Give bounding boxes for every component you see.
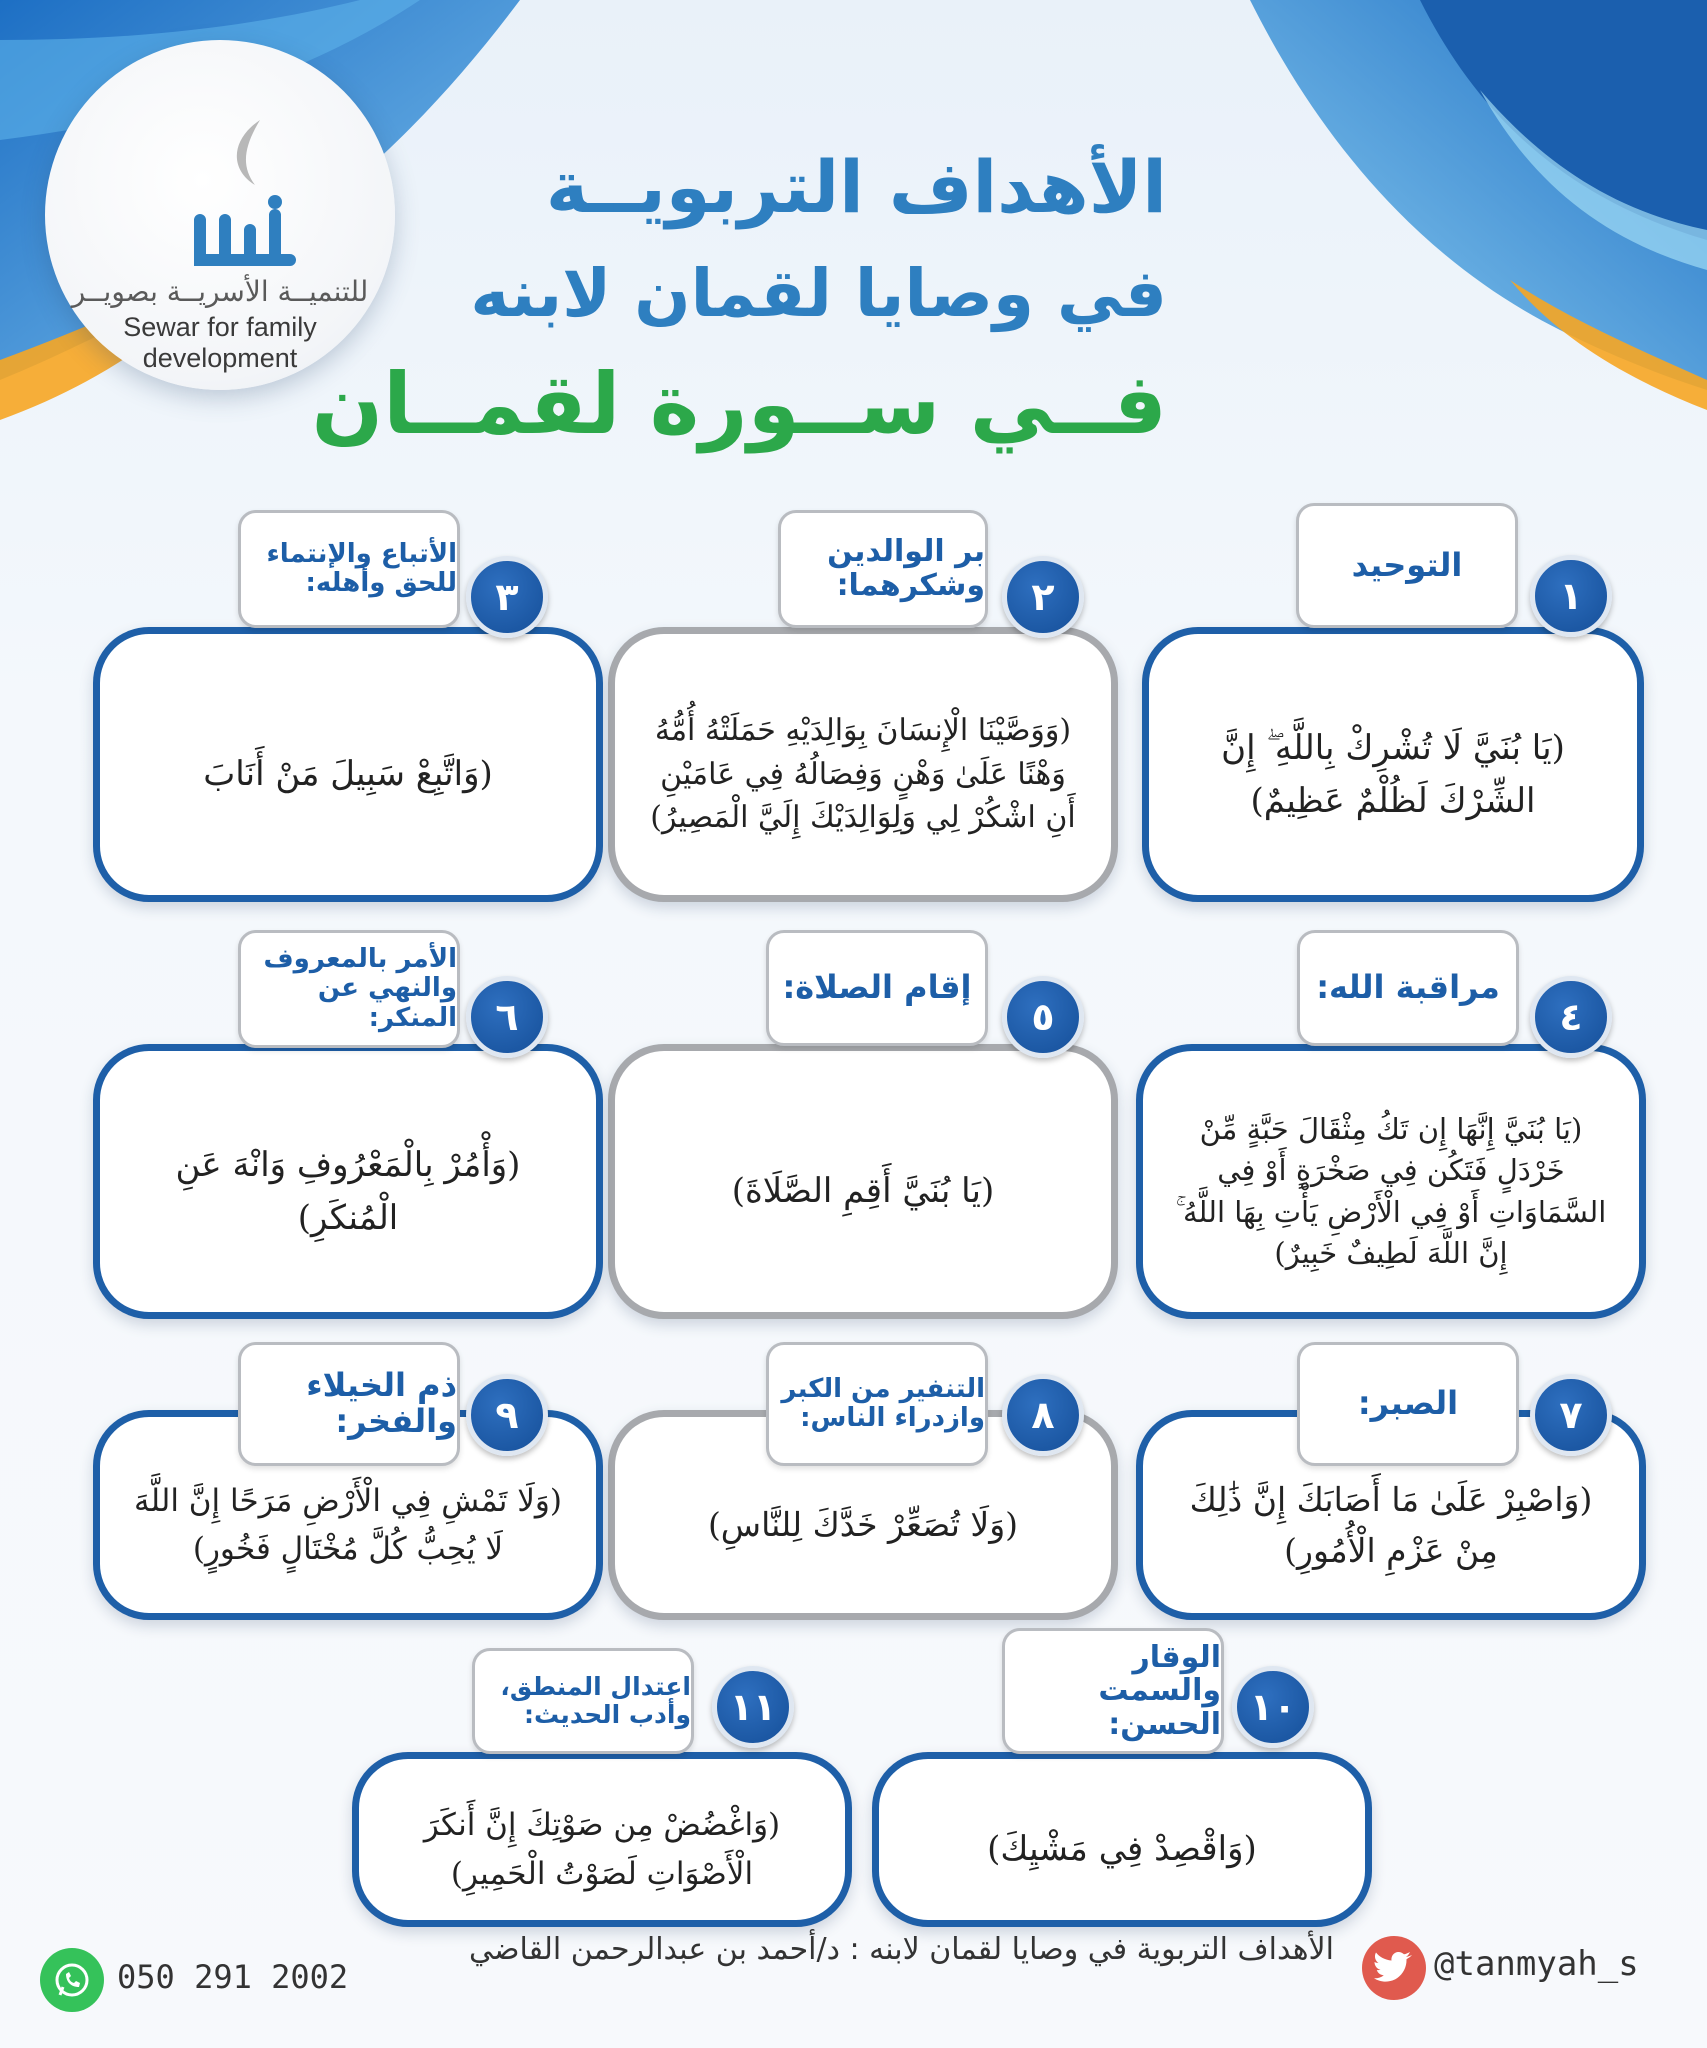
goal-label-tag-8 bbox=[766, 1342, 988, 1466]
title-line-2: في وصايا لقمان لابنه bbox=[470, 255, 1167, 332]
goal-label: اعتدال المنطق، وأدب الحديث: bbox=[500, 1672, 691, 1729]
goal-label: الأمر بالمعروف والنهي عن المنكر: bbox=[263, 944, 457, 1033]
goal-label-tag-6 bbox=[238, 930, 460, 1048]
goal-label: بر الوالدين وشكرهما: bbox=[827, 534, 985, 603]
goal-card-3 bbox=[93, 627, 603, 902]
goal-label: الصبر: bbox=[1357, 1384, 1459, 1423]
goal-number-badge-4: ٤ bbox=[1530, 976, 1612, 1058]
goal-ayah: (يَا بُنَيَّ لَا تُشْرِكْ بِاللَّهِ ۖ إِنَّ الشِّرْكَ لَظُلْمٌ عَظِيمٌ) bbox=[1221, 727, 1565, 821]
goal-number-badge-2: ٢ bbox=[1002, 556, 1084, 638]
goal-number-badge-7: ٧ bbox=[1530, 1374, 1612, 1456]
goal-label: الوقار والسمت الحسن: bbox=[1098, 1639, 1221, 1742]
goal-number-badge-3: ٣ bbox=[466, 556, 548, 638]
goal-label-tag-1 bbox=[1296, 503, 1518, 628]
goal-ayah: (وَوَصَّيْنَا الْإِنسَانَ بِوَالِدَيْهِ حَمَلَتْهُ أُمُّهُ وَهْنًا عَلَىٰ وَهْنٍ وَفِصَالُهُ فِي عَامَيْنِ أَنِ اشْكُرْ لِي وَلِوَالِدَيْكَ إِلَيَّ الْمَصِيرُ) bbox=[650, 713, 1076, 836]
goal-label-tag-3 bbox=[238, 510, 460, 628]
goal-label: التنفير من الكبر وازدراء الناس: bbox=[781, 1373, 985, 1433]
goal-label: الأتباع والإنتماء للحق وأهله: bbox=[266, 538, 457, 598]
goal-ayah: (وَلَا تَمْشِ فِي الْأَرْضِ مَرَحًا إِنَّ اللَّهَ لَا يُحِبُّ كُلَّ مُخْتَالٍ فَخُورٍ) bbox=[134, 1482, 562, 1567]
goal-ayah: (يَا بُنَيَّ إِنَّهَا إِن تَكُ مِثْقَالَ حَبَّةٍ مِّنْ خَرْدَلٍ فَتَكُن فِي صَخْرَةٍ أَوْ فِي السَّمَاوَاتِ أَوْ فِي الْأَرْضِ يَأْتِ بِهَا اللَّهُ ۚ إِنَّ اللَّهَ لَطِيفٌ خَبِيرٌ) bbox=[1175, 1112, 1607, 1270]
goal-ayah: (وَأْمُرْ بِالْمَعْرُوفِ وَانْهَ عَنِ الْمُنكَرِ) bbox=[175, 1144, 521, 1238]
goal-label: مراقبة الله: bbox=[1316, 968, 1500, 1007]
title-line-1: الأهداف التربويــة bbox=[545, 145, 1167, 229]
goal-label-tag-10 bbox=[1002, 1628, 1224, 1754]
goal-label: إقام الصلاة: bbox=[782, 968, 972, 1007]
goal-card-4 bbox=[1136, 1044, 1646, 1319]
goal-number-badge-10: ١٠ bbox=[1232, 1666, 1314, 1748]
phone-number: 050 291 2002 bbox=[117, 1958, 349, 1996]
goal-number-badge-5: ٥ bbox=[1002, 976, 1084, 1058]
organization-logo bbox=[45, 40, 395, 390]
goal-ayah: (وَاصْبِرْ عَلَىٰ مَا أَصَابَكَ إِنَّ ذَٰلِكَ مِنْ عَزْمِ الْأُمُورِ) bbox=[1189, 1479, 1593, 1570]
goal-label-tag-5 bbox=[766, 930, 988, 1046]
goal-number-badge-9: ٩ bbox=[466, 1374, 548, 1456]
goal-card-11 bbox=[352, 1752, 852, 1927]
goal-number-badge-1: ١ bbox=[1530, 555, 1612, 637]
goal-label-tag-9 bbox=[238, 1342, 460, 1466]
goal-card-6 bbox=[93, 1044, 603, 1319]
goal-card-1 bbox=[1142, 627, 1644, 902]
goal-label: ذم الخيلاء والفخر: bbox=[306, 1366, 457, 1440]
goal-label-tag-11 bbox=[472, 1648, 694, 1754]
logo-english-text: Sewar for family development bbox=[123, 312, 317, 373]
goal-ayah: (وَاتَّبِعْ سَبِيلَ مَنْ أَنَابَ bbox=[203, 754, 493, 795]
twitter-handle: @tanmyah_s bbox=[1434, 1944, 1639, 1984]
goal-ayah: (يَا بُنَيَّ أَقِمِ الصَّلَاةَ) bbox=[731, 1171, 995, 1212]
goal-number-badge-8: ٨ bbox=[1002, 1374, 1084, 1456]
logo-mark-icon bbox=[170, 110, 310, 280]
goal-card-5 bbox=[608, 1044, 1118, 1319]
goal-label-tag-2 bbox=[778, 510, 988, 628]
twitter-icon bbox=[1362, 1936, 1426, 2000]
goal-ayah: (وَلَا تُصَعِّرْ خَدَّكَ لِلنَّاسِ) bbox=[707, 1505, 1019, 1545]
title-line-3: فــي ســورة لقمــان bbox=[311, 355, 1167, 453]
goal-ayah: (وَاقْصِدْ فِي مَشْيِكَ) bbox=[987, 1829, 1257, 1870]
logo-arabic-text: للتنميــة الأسريــة بصويــر bbox=[71, 275, 369, 308]
goal-label-tag-4 bbox=[1297, 930, 1519, 1046]
goal-label: التوحيد bbox=[1351, 545, 1463, 584]
goal-number-badge-11: ١١ bbox=[712, 1666, 794, 1748]
footer-source: الأهداف التربوية في وصايا لقمان لابنه : د/أحمد بن عبدالرحمن القاضي bbox=[469, 1932, 1334, 1967]
goal-label-tag-7 bbox=[1297, 1342, 1519, 1466]
goal-card-10 bbox=[872, 1752, 1372, 1927]
goal-number-badge-6: ٦ bbox=[466, 976, 548, 1058]
goal-card-2 bbox=[608, 627, 1118, 902]
goal-ayah: (وَاغْضُضْ مِن صَوْتِكَ إِنَّ أَنكَرَ الْأَصْوَاتِ لَصَوْتُ الْحَمِيرِ) bbox=[423, 1807, 781, 1892]
whatsapp-icon bbox=[40, 1948, 104, 2012]
